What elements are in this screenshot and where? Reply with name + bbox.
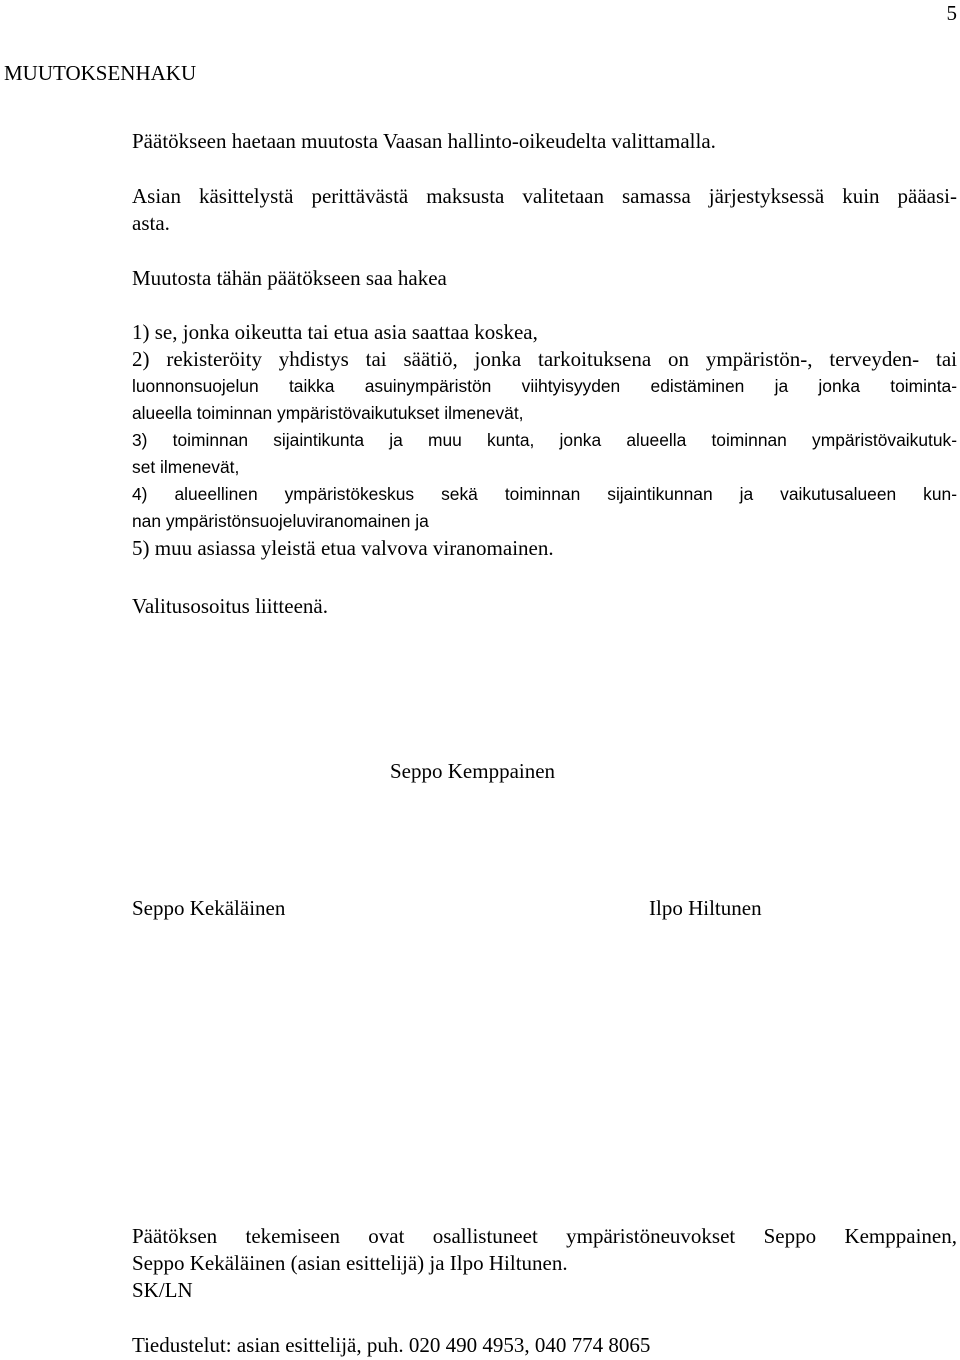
signatory-left: Seppo Kekäläinen: [132, 896, 286, 920]
section-heading: MUUTOKSENHAKU: [4, 61, 197, 85]
appeal-rights-intro: Muutosta tähän päätökseen saa hakea: [132, 266, 447, 290]
reference-initials: SK/LN: [132, 1278, 193, 1302]
attachment-note: Valitusosoitus liitteenä.: [132, 594, 328, 618]
appeal-rights-item: 3) toiminnan sijaintikunta ja muu kunta, jonka alueella toiminnan ympäristövaikutuk-: [132, 430, 957, 450]
appeal-rights-item: 4) alueellinen ympäristökeskus sekä toiminnan sijaintikunnan ja vaikutusalueen kun-: [132, 484, 957, 504]
signatory-right: Ilpo Hiltunen: [649, 896, 762, 920]
fee-statement-line: asta.: [132, 211, 170, 235]
appeal-rights-item: luonnonsuojelun taikka asuinympäristön viihtyisyyden edistäminen ja jonka toiminta-: [132, 376, 957, 396]
appeal-rights-item: set ilmenevät,: [132, 457, 240, 477]
contact-info: Tiedustelut: asian esittelijä, puh. 020 490 4953, 040 774 8065: [132, 1333, 651, 1357]
appeal-rights-item: 1) se, jonka oikeutta tai etua asia saattaa koskea,: [132, 320, 538, 344]
appeal-rights-list: [132, 319, 957, 562]
page-number: 5: [946, 1, 957, 25]
participants-note: [132, 1223, 957, 1304]
appeal-rights-item: 5) muu asiassa yleistä etua valvova viranomainen.: [132, 536, 554, 560]
appeal-rights-item: nan ympäristönsuojeluviranomainen ja: [132, 511, 429, 531]
appeal-statement: Päätökseen haetaan muutosta Vaasan hallinto-oikeudelta valittamalla.: [132, 129, 716, 153]
fee-statement-line: Asian käsittelystä perittävästä maksusta valitetaan samassa järjestyksessä kuin pääasi-: [132, 184, 957, 208]
participants-line: Seppo Kekäläinen (asian esittelijä) ja Ilpo Hiltunen.: [132, 1251, 568, 1275]
fee-statement: [132, 183, 957, 237]
signatory-chair: Seppo Kemppainen: [390, 759, 556, 783]
appeal-rights-item: 2) rekisteröity yhdistys tai säätiö, jonka tarkoituksena on ympäristön-, terveyden- tai: [132, 347, 957, 371]
appeal-rights-item: alueella toiminnan ympäristövaikutukset ilmenevät,: [132, 403, 524, 423]
participants-line: Päätöksen tekemiseen ovat osallistuneet ympäristöneuvokset Seppo Kemppainen,: [132, 1224, 957, 1248]
